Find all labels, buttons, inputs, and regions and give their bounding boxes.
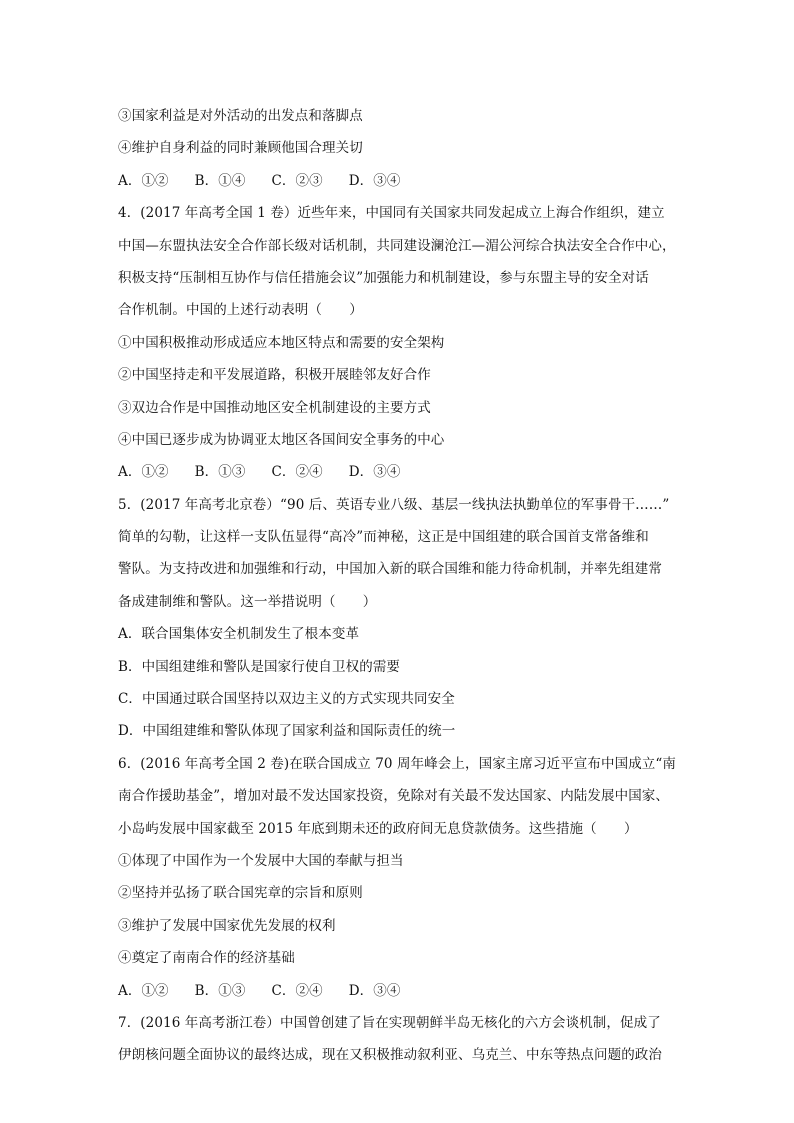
text-line: ②中国坚持走和平发展道路，积极开展睦邻友好合作	[118, 367, 431, 384]
text-line: 积极支持“压制相互协作与信任措施会议”加强能力和机制建设，参与东盟主导的安全对话	[118, 269, 649, 286]
text-line: 7．(2016 年高考浙江卷）中国曾创建了旨在实现朝鲜半岛无核化的六方会谈机制，促成了	[118, 1014, 661, 1031]
text-line: ①中国积极推动形成适应本地区特点和需要的安全架构	[118, 334, 445, 351]
text-line: 警队。为支持改进和加强维和行动，中国加入新的联合国维和能力待命机制，并率先组建常	[118, 561, 662, 578]
answer-options-row	[118, 165, 686, 197]
answer-option: D．③④	[348, 982, 401, 999]
text-line: 中国—东盟执法安全合作部长级对话机制，共同建设澜沧江—湄公河综合执法安全合作中心，	[118, 237, 676, 254]
text-line: ④奠定了南南合作的经济基础	[118, 950, 295, 967]
text-line: A．联合国集体安全机制发生了根本变革	[118, 626, 360, 643]
answer-option: A．①②	[118, 172, 169, 189]
text-line: ④维护自身利益的同时兼顾他国合理关切	[118, 140, 363, 157]
answer-option: B．①③	[194, 464, 246, 481]
text-line: 小岛屿发展中国家截至 2015 年底到期未还的政府间无息贷款债务。这些措施（ ）	[118, 820, 638, 837]
answer-option: D．③④	[348, 172, 401, 189]
text-line: ④中国已逐步成为协调亚太地区各国间安全事务的中心	[118, 431, 445, 448]
text-line: C．中国通过联合国坚持以双边主义的方式实现共同安全	[118, 691, 455, 708]
answer-options-row	[118, 975, 686, 1007]
answer-option: C．②③	[271, 172, 323, 189]
answer-option: C．②④	[271, 982, 323, 999]
answer-option: A．①②	[118, 464, 169, 481]
text-line: 6．(2016 年高考全国 2 卷)在联合国成立 70 周年峰会上，国家主席习近平宣布中国成立“南	[118, 755, 677, 772]
answer-option: B．①③	[194, 982, 246, 999]
document-page	[118, 100, 686, 1072]
text-line: ③双边合作是中国推动地区安全机制建设的主要方式	[118, 399, 431, 416]
text-line: ①体现了中国作为一个发展中大国的奉献与担当	[118, 852, 404, 869]
text-line: 备成建制维和警队。这一举措说明（ ）	[118, 593, 377, 610]
text-line: 简单的勾勒，让这样一支队伍显得“高冷”而神秘，这正是中国组建的联合国首支常备维和	[118, 529, 649, 546]
answer-option: A．①②	[118, 982, 169, 999]
text-line: 合作机制。中国的上述行动表明（ ）	[118, 302, 363, 319]
answer-options-row	[118, 456, 686, 488]
answer-option: D．③④	[348, 464, 401, 481]
text-line: 4．(2017 年高考全国 1 卷）近些年来，中国同有关国家共同发起成立上海合作组织，建立	[118, 205, 665, 222]
answer-option: C．②④	[271, 464, 323, 481]
text-line: 伊朗核问题全面协议的最终达成，现在又积极推动叙利亚、乌克兰、中东等热点问题的政治	[118, 1047, 662, 1064]
text-line: 南合作援助基金”，增加对最不发达国家投资，免除对有关最不发达国家、内陆发展中国家、	[118, 788, 669, 805]
text-line: 5．(2017 年高考北京卷）“90 后、英语专业八级、基层一线执法执勤单位的军事骨干……”	[118, 496, 670, 513]
text-line: B．中国组建维和警队是国家行使自卫权的需要	[118, 658, 401, 675]
text-line: D．中国组建维和警队体现了国家利益和国际责任的统一	[118, 723, 456, 740]
text-line: ②坚持并弘扬了联合国宪章的宗旨和原则	[118, 885, 363, 902]
text-line: ③维护了发展中国家优先发展的权利	[118, 917, 336, 934]
text-line: ③国家利益是对外活动的出发点和落脚点	[118, 108, 363, 124]
answer-option: B．①④	[194, 172, 246, 189]
